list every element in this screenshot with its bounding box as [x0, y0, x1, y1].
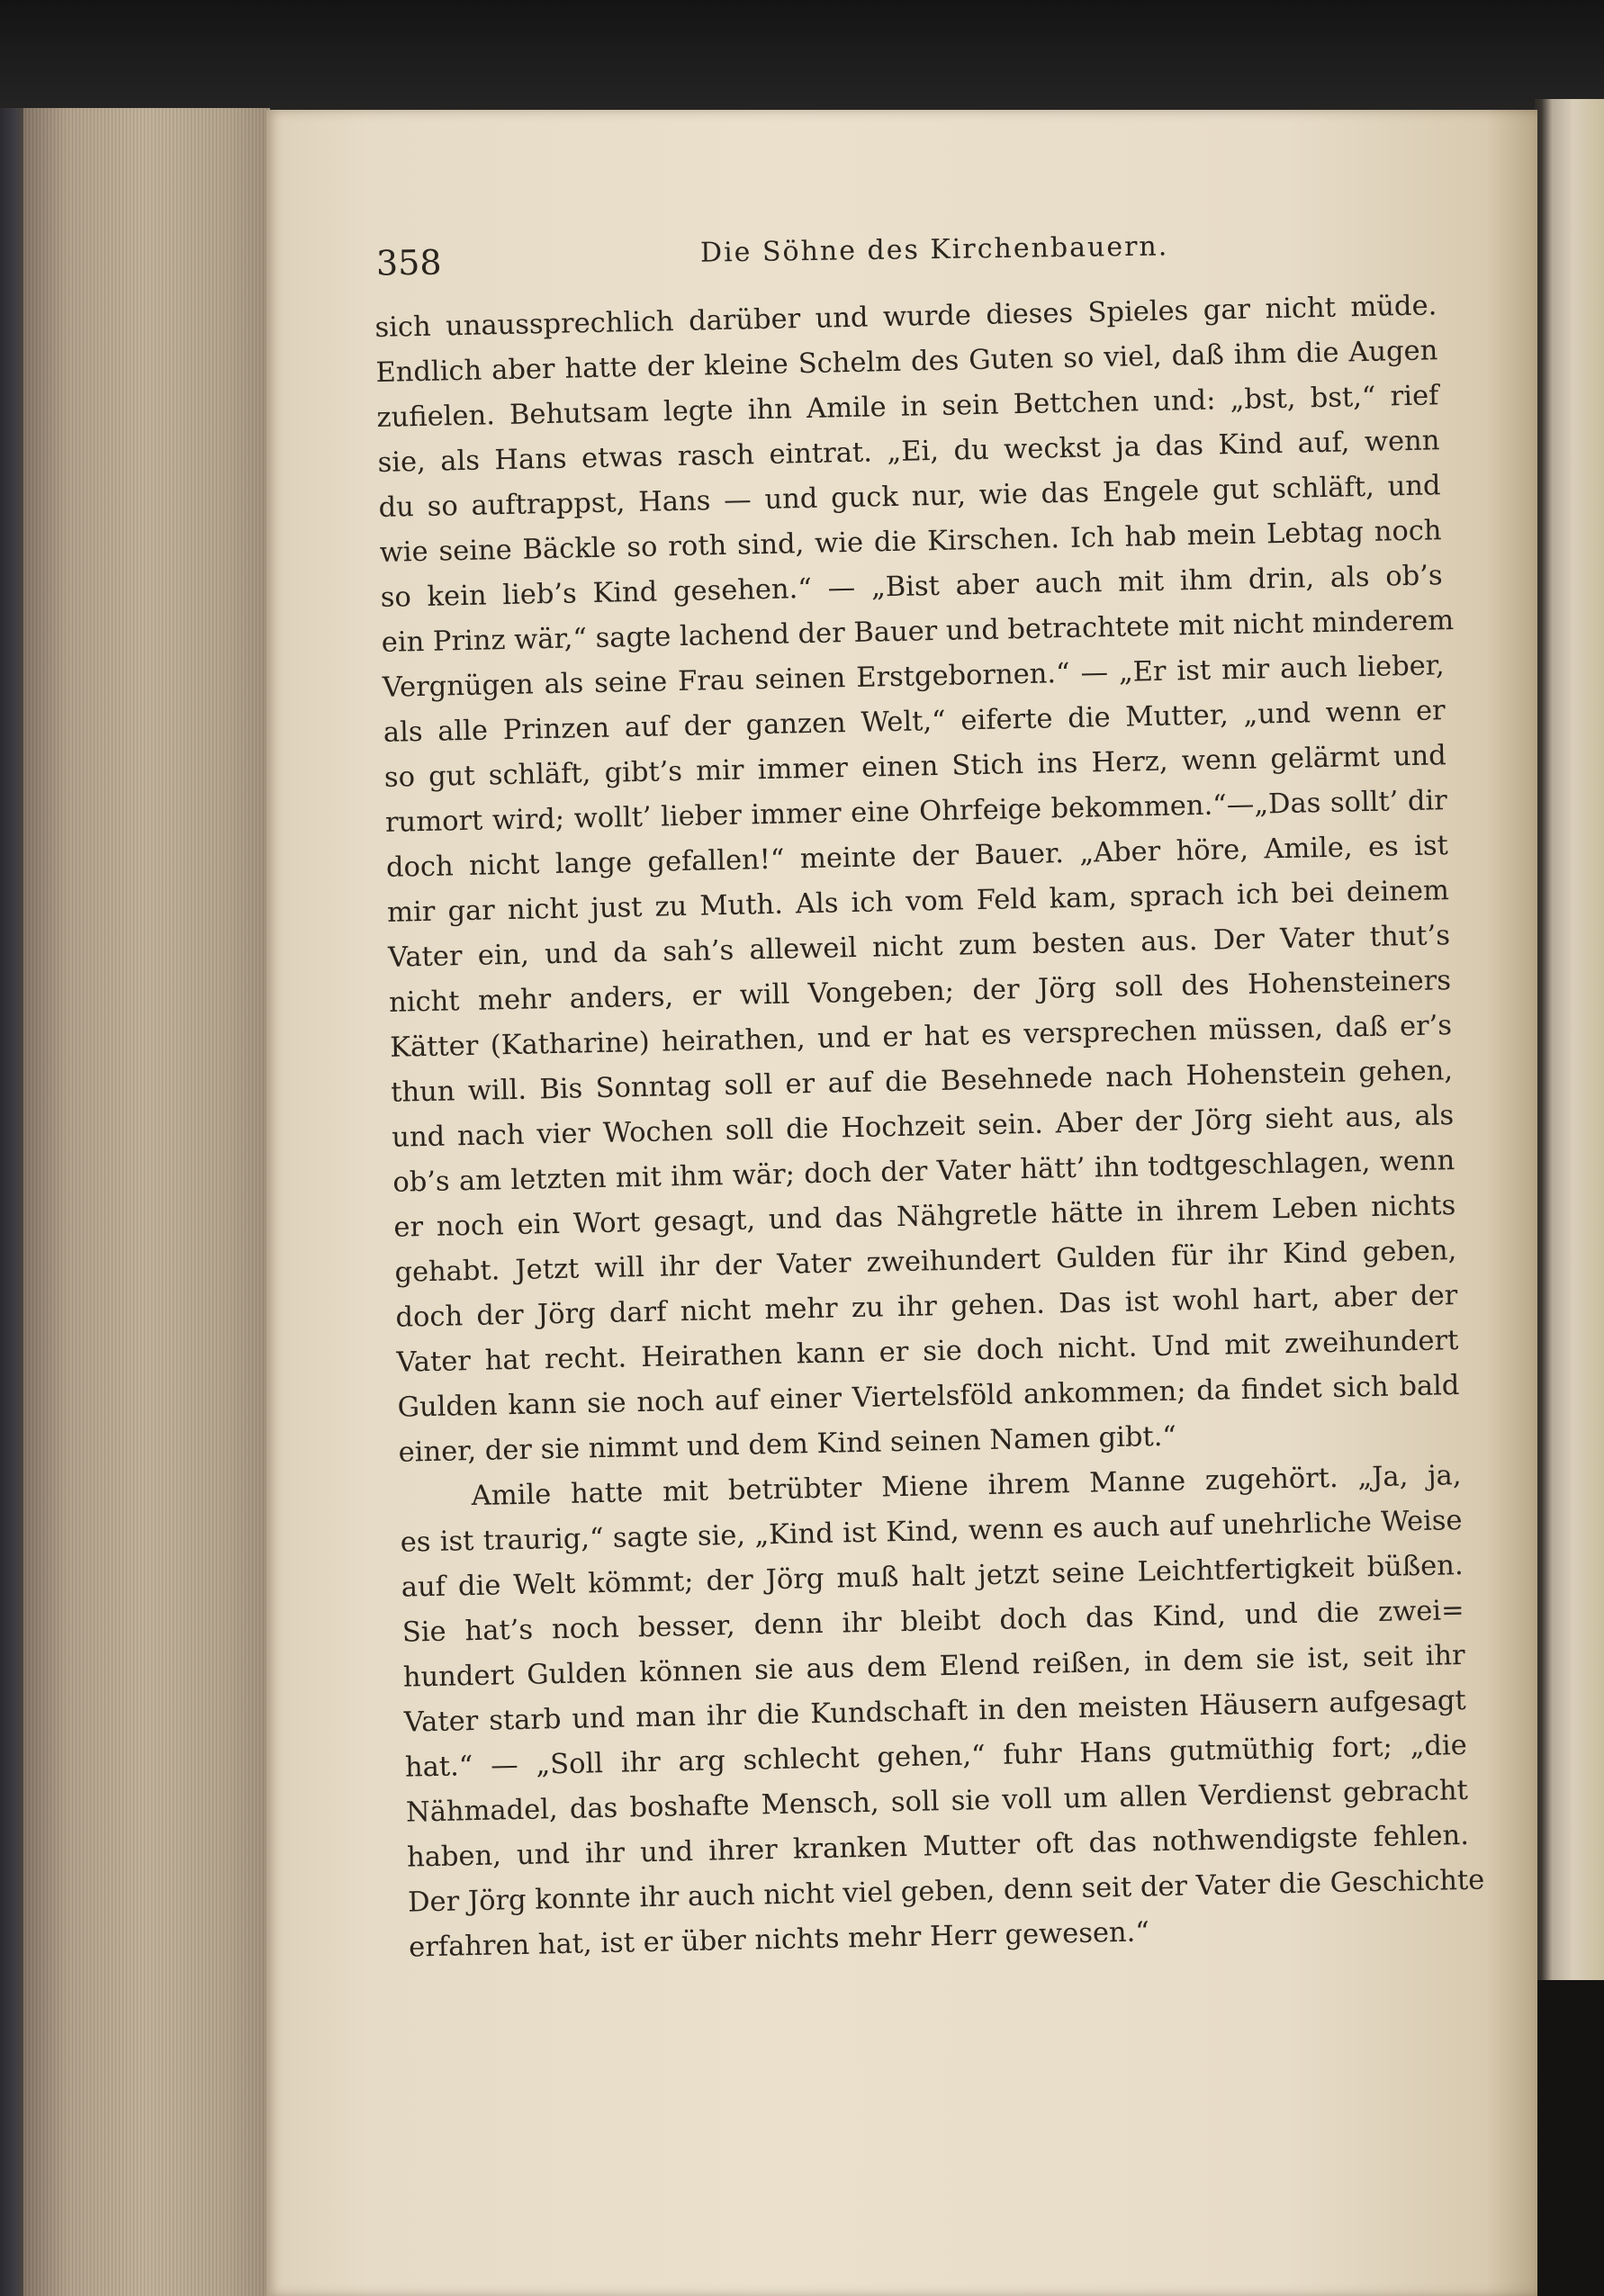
text-line: doch nicht lange gefallen!“ meinte der Bauer. „Aber höre, Amile, es ist	[385, 830, 1449, 884]
text-line: zufielen. Behutsam legte ihn Amile in sein Bettchen und: „bst, bst,“ rief	[376, 380, 1439, 434]
text-line: rumort wird; wollt’ lieber immer eine Ohrfeige bekommen.“—„Das sollt’ dir	[384, 785, 1448, 839]
text-line: du so auftrappst, Hans — und guck nur, wie das Engele gut schläft, und	[378, 470, 1441, 524]
text-line: ob’s am letzten mit ihm wär; doch der Vater hätt’ ihn todtgeschlagen, wenn	[392, 1145, 1455, 1199]
text-line: doch der Jörg darf nicht mehr zu ihr gehen. Das ist wohl hart, aber der	[395, 1280, 1458, 1334]
right-dark-background	[1535, 1980, 1604, 2296]
text-line: Kätter (Katharine) heirathen, und er hat es versprechen müssen, daß er’s	[389, 1010, 1453, 1064]
page-number: 358	[375, 242, 442, 284]
text-line: Nähmadel, das boshafte Mensch, soll sie voll um allen Verdienst gebracht	[405, 1774, 1469, 1829]
book-cover-edge	[0, 108, 23, 2296]
text-line: Endlich aber hatte der kleine Schelm des Guten so viel, daß ihm die Augen	[375, 335, 1438, 389]
text-line: Der Jörg konnte ihr auch nicht viel geben, denn seit der Vater die Geschichte	[407, 1864, 1485, 1919]
text-line: mir gar nicht just zu Muth. Als ich vom Feld kam, sprach ich bei deinem	[386, 875, 1450, 929]
text-line: als alle Prinzen auf der ganzen Welt,“ eiferte die Mutter, „und wenn er	[383, 695, 1446, 749]
text-line: Gulden kann sie noch auf einer Viertelsföld ankommen; da findet sich bald	[397, 1370, 1460, 1424]
text-line: wie seine Bäckle so roth sind, wie die Kirschen. Ich hab mein Lebtag noch	[379, 515, 1442, 569]
text-line: so gut schläft, gibt’s mir immer einen Stich ins Herz, wenn gelärmt und	[383, 740, 1447, 794]
text-line: es ist traurig,“ sagte sie, „Kind ist Kind, wenn es auch auf unehrliche Weise	[400, 1504, 1463, 1559]
text-line: Vater starb und man ihr die Kundschaft in den meisten Häusern aufgesagt	[403, 1684, 1467, 1739]
text-line: auf die Welt kömmt; der Jörg muß halt jetzt seine Leichtfertigkeit büßen.	[401, 1549, 1464, 1604]
text-line: einer, der sie nimmt und dem Kind seinen Namen gibt.“	[398, 1420, 1177, 1469]
text-line: und nach vier Wochen soll die Hochzeit sein. Aber der Jörg sieht aus, als	[391, 1100, 1455, 1154]
running-head: Die Söhne des Kirchenbauern.	[699, 230, 1169, 269]
text-line: haben, und ihr und ihrer kranken Mutter oft das nothwendigste fehlen.	[406, 1819, 1470, 1874]
text-line: Vater ein, und da sah’s alleweil nicht zum besten aus. Der Vater thut’s	[387, 920, 1451, 974]
right-page-edges	[1535, 99, 1604, 2296]
body-text	[374, 284, 1485, 1970]
text-line: sie, als Hans etwas rasch eintrat. „Ei, du weckst ja das Kind auf, wenn	[377, 425, 1440, 479]
text-line: hundert Gulden können sie aus dem Elend reißen, in dem sie ist, seit ihr	[402, 1639, 1466, 1694]
text-line: thun will. Bis Sonntag soll er auf die Besehnede nach Hohenstein gehen,	[390, 1055, 1454, 1109]
text-line: erfahren hat, ist er über nichts mehr Herr gewesen.“	[408, 1916, 1150, 1964]
book-page-edges	[0, 108, 270, 2296]
text-line: sich unaussprechlich darüber und wurde dieses Spieles gar nicht müde.	[374, 290, 1437, 344]
text-line: er noch ein Wort gesagt, und das Nähgretle hätte in ihrem Leben nichts	[393, 1190, 1456, 1244]
text-line: Amile hatte mit betrübter Miene ihrem Manne zugehört. „Ja, ja,	[471, 1460, 1462, 1513]
text-line: Vergnügen als seine Frau seinen Erstgebornen.“ — „Er ist mir auch lieber,	[382, 650, 1445, 704]
book-page	[266, 110, 1537, 2296]
text-line: ein Prinz wär,“ sagte lachend der Bauer und betrachtete mit nicht minderem	[381, 604, 1455, 659]
text-line: Sie hat’s noch besser, denn ihr bleibt doch das Kind, und die zwei=	[401, 1594, 1464, 1649]
text-line: Vater hat recht. Heirathen kann er sie doch nicht. Und mit zweihundert	[396, 1325, 1459, 1379]
text-line: hat.“ — „Soll ihr arg schlecht gehen,“ fuhr Hans gutmüthig fort; „die	[404, 1729, 1468, 1784]
text-line: so kein lieb’s Kind gesehen.“ — „Bist aber auch mit ihm drin, als ob’s	[380, 560, 1443, 614]
text-line: nicht mehr anders, er will Vongeben; der Jörg soll des Hohensteiners	[388, 965, 1452, 1019]
text-line: gehabt. Jetzt will ihr der Vater zweihundert Gulden für ihr Kind geben,	[394, 1235, 1457, 1289]
